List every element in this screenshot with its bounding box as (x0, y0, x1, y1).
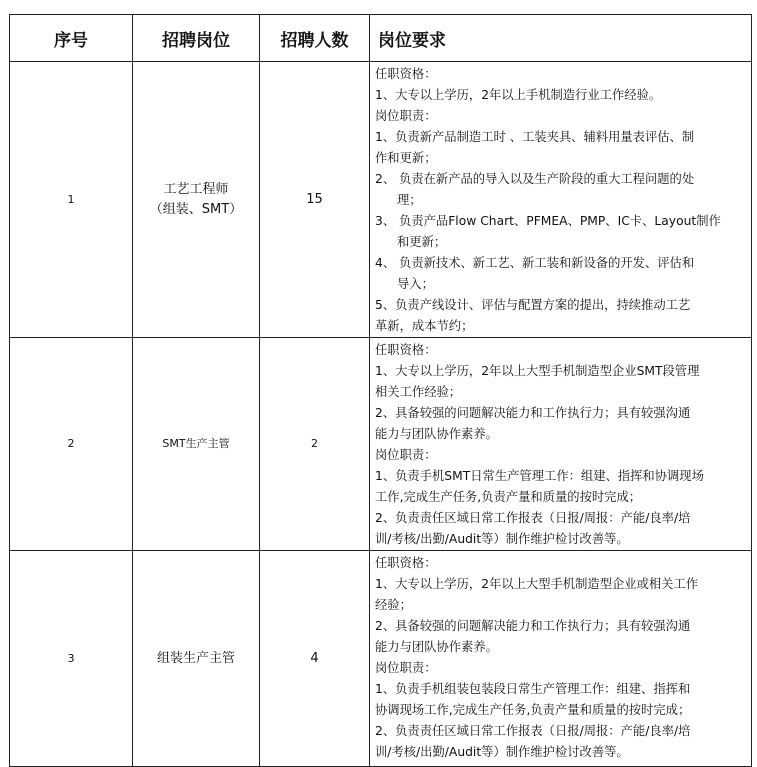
requirement-line: 4、 负责新技术、新工艺、新工装和新设备的开发、评估和 (375, 256, 695, 270)
row-position (133, 62, 260, 338)
row-requirements (370, 338, 752, 551)
requirement-line: 协调现场工作,完成生产任务,负责产量和质量的按时完成； (375, 703, 691, 717)
requirement-line: 任职资格： (375, 556, 437, 570)
table-header-row (10, 15, 752, 62)
requirement-line: 岗位职责： (375, 661, 437, 675)
position-title: 工艺工程师 (163, 181, 229, 197)
row-position: 组装生产主管 (133, 551, 260, 767)
requirement-line: 理； (397, 193, 422, 207)
requirement-line: 工作,完成生产任务,负责产量和质量的按时完成； (375, 490, 642, 504)
recruitment-table (9, 14, 752, 767)
requirement-line: 训/考核/出勤/Audit等）制作维护检讨改善等。 (375, 532, 629, 546)
requirement-line: 1、大专以上学历，2年以上大型手机制造型企业或相关工作 (375, 577, 699, 591)
requirement-line: 和更新； (397, 235, 447, 249)
requirement-line: 3、 负责产品Flow Chart、PFMEA、PMP、IC卡、Layout制作 (375, 214, 721, 228)
requirement-line: 任职资格： (375, 343, 437, 357)
requirement-line: 岗位职责： (375, 109, 437, 123)
row-seq: 3 (10, 551, 133, 767)
requirement-line: 2、具备较强的问题解决能力和工作执行力；具有较强沟通 (375, 619, 691, 633)
requirement-line: 5、负责产线设计、评估与配置方案的提出，持续推动工艺 (375, 298, 691, 312)
requirement-line: 相关工作经验； (375, 385, 462, 399)
row-count: 15 (260, 62, 370, 338)
requirement-line: 1、负责手机组装包装段日常生产管理工作：组建、指挥和 (375, 682, 691, 696)
requirement-line: 1、大专以上学历，2年以上大型手机制造型企业SMT段管理 (375, 364, 700, 378)
header-count: 招聘人数 (260, 15, 370, 62)
requirement-line: 2、负责责任区域日常工作报表（日报/周报：产能/良率/培 (375, 511, 691, 525)
requirement-line: 2、 负责在新产品的导入以及生产阶段的重大工程问题的处 (375, 172, 695, 186)
row-seq: 2 (10, 338, 133, 551)
requirement-line: 作和更新； (375, 151, 437, 165)
requirement-line: 岗位职责： (375, 448, 437, 462)
row-count: 2 (260, 338, 370, 551)
row-seq: 1 (10, 62, 133, 338)
table-row (10, 551, 752, 767)
requirement-line: 训/考核/出勤/Audit等）制作维护检讨改善等。 (375, 745, 629, 759)
header-seq: 序号 (10, 15, 133, 62)
table-row (10, 338, 752, 551)
row-requirements (370, 62, 752, 338)
header-position: 招聘岗位 (133, 15, 260, 62)
header-requirements: 岗位要求 (370, 15, 752, 62)
requirement-line: 任职资格： (375, 67, 437, 81)
requirement-line: 1、大专以上学历，2年以上手机制造行业工作经验。 (375, 88, 662, 102)
requirement-line: 经验； (375, 598, 412, 612)
requirement-line: 2、负责责任区域日常工作报表（日报/周报：产能/良率/培 (375, 724, 691, 738)
requirement-line: 能力与团队协作素养。 (375, 640, 498, 654)
requirement-line: 1、负责新产品制造工时 、工装夹具、辅料用量表评估、制 (375, 130, 695, 144)
row-requirements (370, 551, 752, 767)
requirement-line: 革新，成本节约； (375, 319, 474, 333)
requirement-line: 2、具备较强的问题解决能力和工作执行力；具有较强沟通 (375, 406, 691, 420)
position-subtitle: （组装、SMT） (149, 201, 243, 217)
requirement-line: 1、负责手机SMT日常生产管理工作：组建、指挥和协调现场 (375, 469, 704, 483)
row-count: 4 (260, 551, 370, 767)
requirement-line: 能力与团队协作素养。 (375, 427, 498, 441)
requirement-line: 导入； (397, 277, 434, 291)
table-row (10, 62, 752, 338)
row-position: SMT生产主管 (133, 338, 260, 551)
